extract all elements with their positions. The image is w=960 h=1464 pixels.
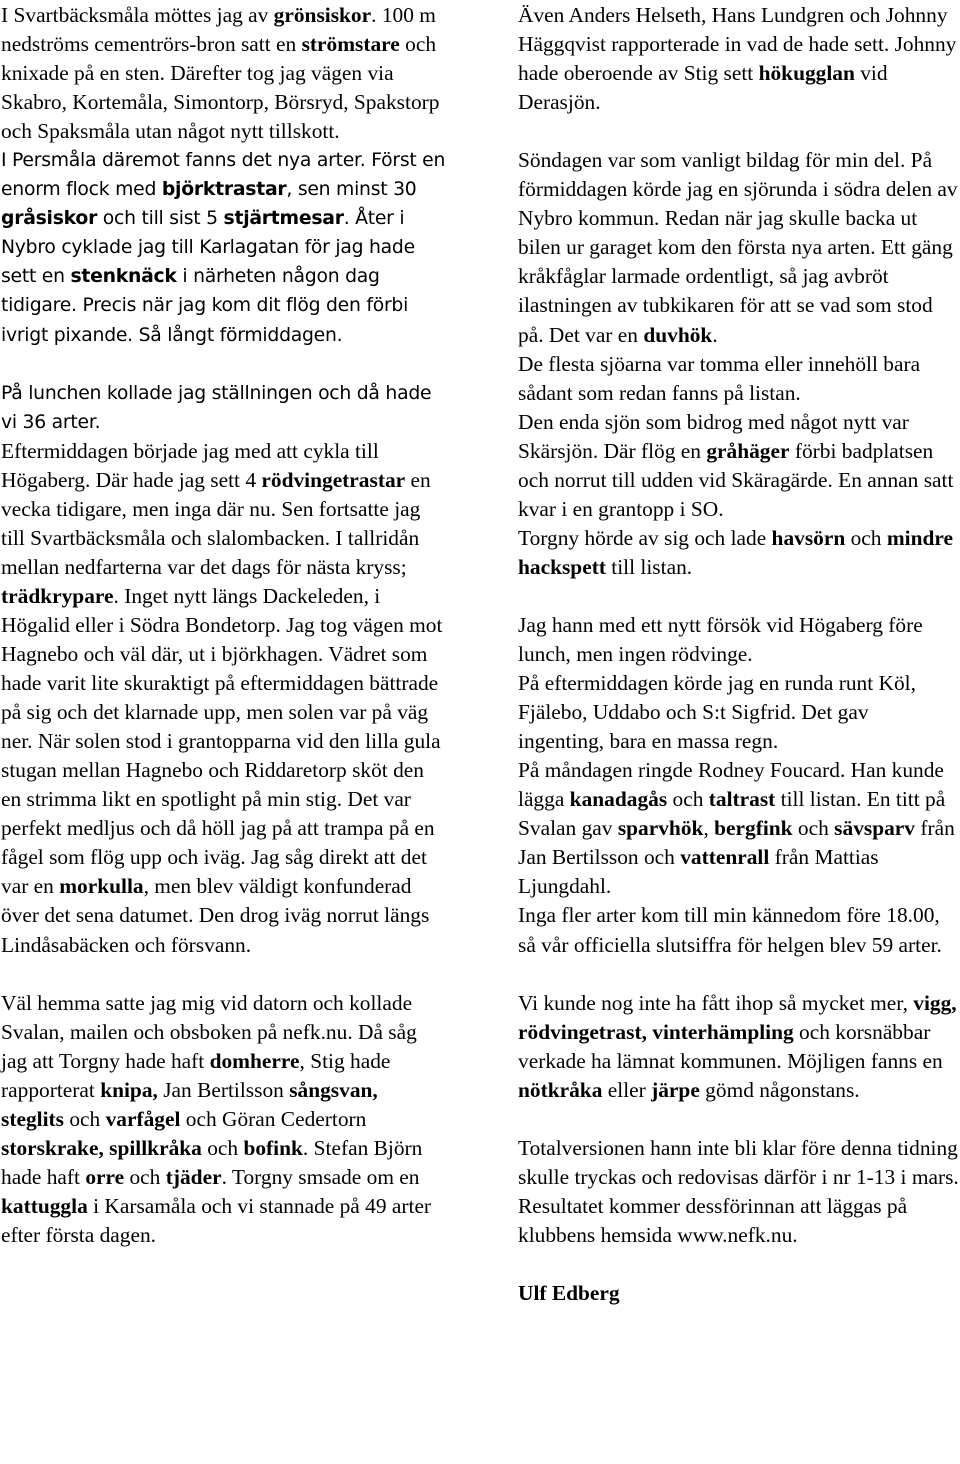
right-paragraph: [518, 1134, 960, 1250]
species-name: strömstare: [301, 32, 400, 57]
species-name: storskrake, spillkråka: [1, 1135, 202, 1160]
paragraph-spacer: [1, 960, 446, 989]
species-name: rödvingetrastar: [261, 467, 406, 492]
text-run: . Åter i Nybro cyklade jag till Karlagatan för jag hade sett en: [1, 208, 415, 288]
species-name: knipa,: [100, 1077, 158, 1102]
text-run: och till sist 5: [97, 208, 224, 230]
species-name: björktrastar: [161, 179, 287, 201]
species-name: orre: [85, 1164, 125, 1189]
species-name: tjäder: [165, 1164, 222, 1189]
species-name: mindre hackspett: [518, 525, 953, 579]
species-name: sävsparv: [834, 816, 915, 841]
text-run: ,: [703, 816, 715, 841]
right-paragraph: [518, 669, 960, 756]
text-run: i närheten någon dag tidigare. Precis när jag kom dit flög den förbi ivrigt pixande. Så långt förmiddagen.: [1, 266, 409, 346]
right-paragraph: [518, 350, 960, 408]
text-run: . Torgny smsade om en: [221, 1164, 420, 1189]
species-name: duvhök: [643, 322, 713, 347]
species-name: sångsvan, steglits: [1, 1077, 378, 1131]
right-paragraph: [518, 408, 960, 524]
text-run: . Stefan Björn hade haft: [1, 1135, 423, 1189]
right-paragraph: [518, 146, 960, 349]
text-run: Eftermiddagen började jag med att cykla till Högaberg. Där hade jag sett 4: [1, 438, 379, 492]
text-run: Jag hann med ett nytt försök vid Högaberg före lunch, men ingen rödvinge.: [518, 612, 923, 667]
text-run: och: [792, 816, 835, 841]
text-run: eller: [602, 1077, 652, 1102]
species-name: trädkrypare: [1, 583, 114, 608]
species-name: kanadagås: [569, 787, 668, 812]
text-run: och korsnäbbar verkade ha lämnat kommunen. Möjligen fanns en: [518, 1019, 943, 1073]
text-run: I Svartbäcksmåla möttes jag av: [1, 3, 274, 27]
left-paragraph: [1, 989, 446, 1250]
text-run: De flesta sjöarna var tomma eller innehöll bara sådant som redan fanns på listan.: [518, 351, 921, 405]
right-paragraph: [518, 989, 960, 1105]
text-run: Torgny hörde av sig och lade: [518, 525, 772, 550]
text-run: , men blev väldigt konfunderad över det sena datumet. Den drog iväg norrut längs Lindåsabäcken och försvann.: [1, 874, 430, 957]
text-run: .: [712, 322, 718, 347]
text-run: . Inget nytt längs Dackeleden, i Högalid eller i Södra Bondetorp. Jag tog vägen mot Hagnebo och väl där, ut i björkhagen. Vädret som hade varit lite skuraktigt på eftermiddagen bättrade på sig och det klarnade upp, men solen var på väg ner. När solen stod i grantopparna vid den lilla gula stugan mellan Hagnebo och Riddaretorp sköt den en strimma likt en spotlight på min stig. Det var perfekt medljus och då höll jag på att trampa på en fågel som flög upp och iväg. Jag såg direkt att det var en: [1, 583, 443, 899]
species-name: gråhäger: [706, 438, 790, 463]
species-name: varfågel: [105, 1106, 181, 1131]
species-name: gråsiskor: [1, 208, 98, 230]
left-paragraph: [1, 1, 446, 146]
text-run: till listan.: [605, 554, 693, 579]
paragraph-spacer: [1, 350, 446, 379]
right-column: [518, 1, 960, 1308]
text-run: Även Anders Helseth, Hans Lundgren och Johnny Häggqvist rapporterade in vad de hade sett. Johnny hade oberoende av Stig sett: [518, 3, 957, 86]
text-run: och: [124, 1164, 166, 1189]
right-paragraph: [518, 901, 960, 959]
text-run: i Karsamåla och vi stannade på 49 arter efter första dagen.: [1, 1193, 432, 1247]
species-name: järpe: [651, 1077, 700, 1102]
right-paragraph: [518, 1, 960, 117]
left-paragraph: [1, 146, 446, 349]
species-name: hökugglan: [758, 61, 855, 86]
author-signature: Ulf Edberg: [518, 1281, 620, 1306]
text-run: Totalversionen hann inte bli klar före denna tidning skulle tryckas och redovisas därför i nr 1-13 i mars. Resultatet kommer dessförinnan att läggas på klubbens hemsida www.nefk.nu.: [518, 1135, 959, 1247]
right-paragraph: [518, 524, 960, 582]
species-name: taltrast: [708, 787, 776, 812]
text-run: På eftermiddagen körde jag en runda runt Köl, Fjälebo, Uddabo och S:t Sigfrid. Det gav ingenting, bara en massa regn.: [518, 671, 916, 754]
species-name: bofink: [243, 1135, 303, 1160]
right-paragraph: [518, 756, 960, 901]
species-name: sparvhök: [617, 816, 704, 841]
paragraph-spacer: [518, 960, 960, 989]
right-column-paragraphs: [518, 1, 960, 1279]
text-run: På måndagen ringde Rodney Foucard. Han kunde lägga: [518, 758, 944, 812]
text-run: och: [845, 525, 887, 550]
paragraph-spacer: [518, 582, 960, 611]
species-name: grönsiskor: [273, 3, 372, 27]
species-name: morkulla: [59, 874, 144, 899]
text-run: . 100 m nedströms cementrörs-bron satt en: [1, 3, 436, 57]
text-run: I Persmåla däremot fanns det nya arter. Först en enorm flock med: [1, 150, 446, 201]
text-run: Vi kunde nog inte ha fått ihop så mycket mer,: [518, 990, 914, 1015]
text-run: till listan. En titt på Svalan gav: [518, 787, 946, 841]
text-run: Väl hemma satte jag mig vid datorn och kollade Svalan, mailen och obsboken på nefk.nu. Då såg jag att Torgny hade haft: [1, 990, 417, 1073]
text-run: och Göran Cedertorn: [180, 1106, 367, 1131]
species-name: nötkråka: [518, 1077, 603, 1102]
paragraph-spacer: [518, 1250, 960, 1279]
species-name: stenknäck: [70, 266, 177, 288]
text-run: förbi badplatsen och norrut till udden vid Skäragärde. En annan satt kvar i en grantopp i SO.: [518, 438, 954, 521]
right-paragraph: [518, 611, 960, 669]
species-name: vattenrall: [680, 845, 770, 870]
text-run: Söndagen var som vanligt bildag för min del. På förmiddagen körde jag en sjörunda i södra delen av Nybro kommun. Redan när jag skulle backa ut bilen ur garaget kom den första nya arten. Ett gäng kråkfåglar larmade ordentligt, så jag avbröt ilastningen av tubkikaren för att se vad som stod på. Det var en: [518, 148, 958, 347]
text-run: gömd någonstans.: [699, 1077, 860, 1102]
text-run: och knixade på en sten. Därefter tog jag vägen via Skabro, Kortemåla, Simontorp, Börsryd, Spakstorp och Spaksmåla utan något nytt tillskott.: [1, 32, 440, 144]
species-name: vigg, rödvingetrast, vinterhämpling: [518, 990, 957, 1044]
text-run: från Jan Bertilsson och: [518, 816, 955, 870]
species-name: stjärtmesar: [223, 208, 344, 230]
text-run: från Mattias Ljungdahl.: [518, 845, 879, 899]
text-run: På lunchen kollade jag ställningen och då hade vi 36 arter.: [1, 382, 432, 433]
paragraph-spacer: [518, 117, 960, 146]
text-run: , Stig hade rapporterat: [1, 1048, 391, 1102]
text-run: och: [63, 1106, 106, 1131]
left-paragraph: [1, 379, 446, 437]
text-run: Den enda sjön som bidrog med något nytt var Skärsjön. Där flög en: [518, 409, 909, 463]
text-run: , sen minst 30: [286, 179, 417, 201]
text-run: och: [201, 1135, 244, 1160]
text-run: Inga fler arter kom till min kännedom före 18.00, så vår officiella slutsiffra för helgen blev 59 arter.: [518, 903, 942, 957]
text-run: vid Derasjön.: [518, 61, 888, 115]
species-name: bergfink: [714, 816, 793, 841]
text-run: och: [667, 787, 709, 812]
text-run: Jan Bertilsson: [157, 1077, 290, 1102]
species-name: domherre: [209, 1048, 300, 1073]
left-paragraph: [1, 437, 446, 960]
paragraph-spacer: [518, 1105, 960, 1134]
species-name: havsörn: [771, 525, 846, 550]
species-name: kattuggla: [1, 1193, 88, 1218]
text-run: en vecka tidigare, men inga där nu. Sen fortsatte jag till Svartbäcksmåla och slalombacken. I tallridån mellan nedfarterna var det dags för nästa kryss;: [1, 467, 431, 579]
left-column: [1, 1, 446, 1250]
